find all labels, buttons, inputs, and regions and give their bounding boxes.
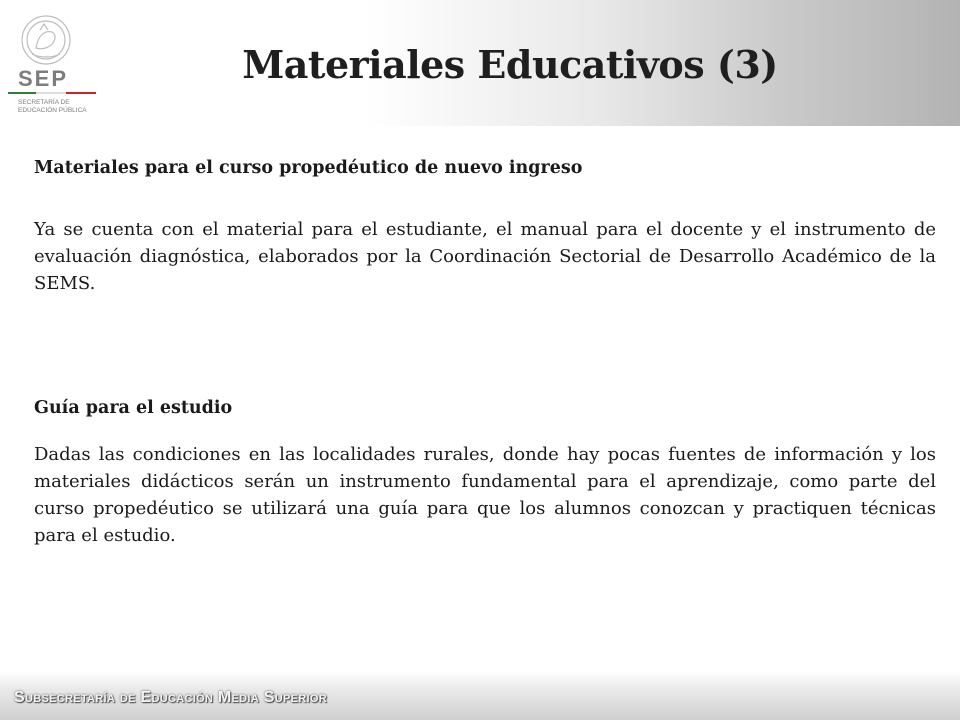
logo-line2: EDUCACIÓN PÚBLICA: [18, 107, 87, 114]
section-paragraph: Dadas las condiciones en las localidades rurales, donde hay pocas fuentes de información y los materiales didácticos serán un instrumento fundamental para el aprendizaje, como parte del curso propedéutico se utilizará una guía para que los alumnos conozcan y practiquen técnicas para el estudio.: [34, 444, 936, 546]
slide-title: Materiales Educativos (3): [242, 42, 778, 87]
header-bar: [0, 0, 960, 126]
section-paragraph: Ya se cuenta con el material para el estudiante, el manual para el docente y el instrumento de evaluación diagnóstica, elaborados por la Coordinación Sectorial de Desarrollo Académico de la SEMS.: [34, 219, 936, 294]
logo-acronym: SEP: [18, 66, 69, 91]
footer-bar: [0, 672, 960, 720]
logo-line1: SECRETARÍA DE: [18, 99, 70, 106]
flag-stripe-green: [8, 92, 36, 94]
footer-subsecretaria: Subsecretaría de Educación Media Superior: [14, 689, 327, 706]
section-heading: Materiales para el curso propedéutico de nuevo ingreso: [34, 158, 583, 178]
mexican-seal-icon: [22, 16, 70, 64]
flag-stripe-red: [66, 92, 96, 94]
flag-stripe-white: [36, 92, 66, 94]
section-heading: Guía para el estudio: [34, 398, 233, 418]
sep-logo: [6, 8, 106, 120]
